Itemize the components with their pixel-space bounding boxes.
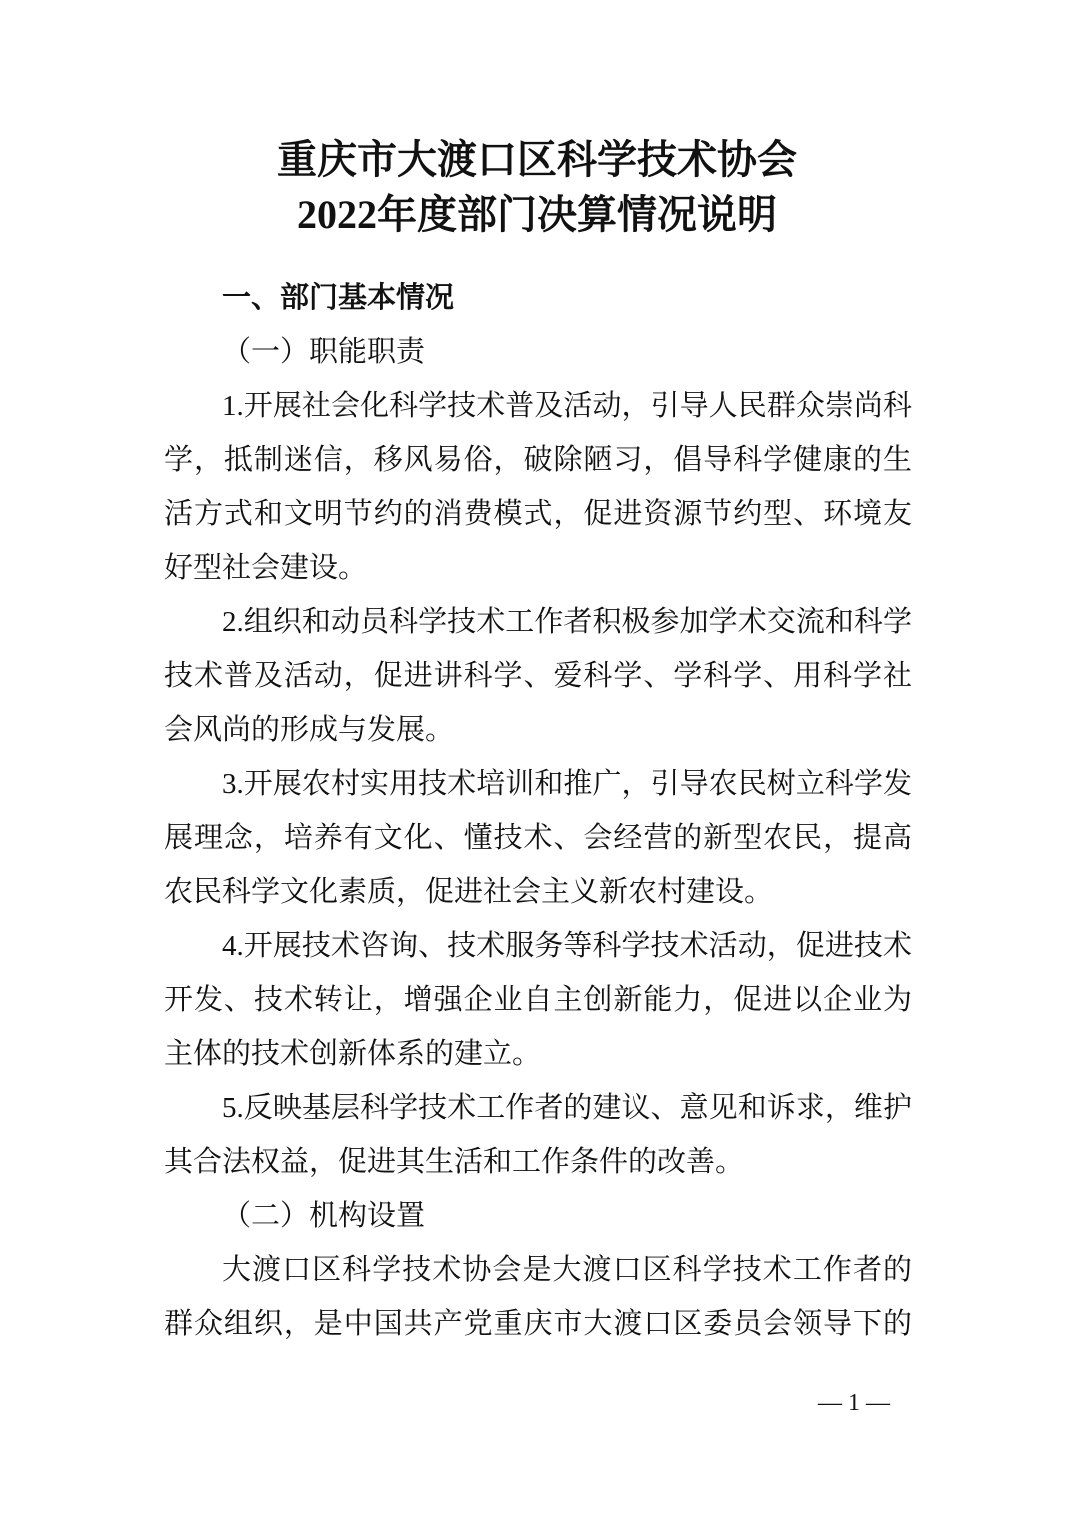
page-number: — 1 —: [818, 1390, 890, 1416]
paragraph-line: 1.开展社会化科学技术普及活动，引导人民群众崇尚科: [222, 390, 912, 422]
paragraph-line: 开发、技术转让，增强企业自主创新能力，促进以企业为: [164, 984, 912, 1016]
paragraph-line: 4.开展技术咨询、技术服务等科学技术活动，促进技术: [222, 930, 912, 962]
paragraph-line: 5.反映基层科学技术工作者的建议、意见和诉求，维护: [222, 1092, 912, 1124]
paragraph-line: 技术普及活动，促进讲科学、爱科学、学科学、用科学社: [164, 660, 912, 692]
document-title-line-2: 2022年度部门决算情况说明: [297, 192, 777, 237]
organization-paragraph: [164, 1243, 912, 1351]
duty-paragraph: [164, 595, 912, 757]
subsection-heading-duties: （一）职能职责: [222, 336, 426, 368]
paragraph-line: 大渡口区科学技术协会是大渡口区科学技术工作者的: [222, 1254, 912, 1286]
paragraph-line: 展理念，培养有文化、懂技术、会经营的新型农民，提高: [164, 822, 912, 854]
paragraph-line: 学，抵制迷信，移风易俗，破除陋习，倡导科学健康的生: [164, 444, 912, 476]
duty-paragraph: [164, 1081, 912, 1189]
duties-list: [164, 379, 912, 1189]
paragraph-line: 会风尚的形成与发展。: [164, 714, 455, 746]
document-title-line-1: 重庆市大渡口区科学技术协会: [277, 137, 797, 182]
section-heading: 一、部门基本情况: [222, 282, 455, 314]
duty-paragraph: [164, 757, 912, 919]
paragraph-line: 活方式和文明节约的消费模式，促进资源节约型、环境友: [164, 498, 912, 530]
duty-paragraph: [164, 379, 912, 595]
paragraph-line: 2.组织和动员科学技术工作者积极参加学术交流和科学: [222, 606, 912, 638]
paragraph-line: 其合法权益，促进其生活和工作条件的改善。: [164, 1146, 745, 1178]
paragraph-line: 主体的技术创新体系的建立。: [164, 1038, 542, 1070]
subsection-heading-organization: （二）机构设置: [222, 1200, 426, 1232]
paragraph-line: 3.开展农村实用技术培训和推广，引导农民树立科学发: [222, 768, 912, 800]
paragraph-line: 好型社会建设。: [164, 552, 368, 584]
duty-paragraph: [164, 919, 912, 1081]
paragraph-line: 农民科学文化素质，促进社会主义新农村建设。: [164, 876, 774, 908]
paragraph-line: 群众组织，是中国共产党重庆市大渡口区委员会领导下的: [164, 1308, 912, 1340]
document-body: [164, 271, 912, 1351]
